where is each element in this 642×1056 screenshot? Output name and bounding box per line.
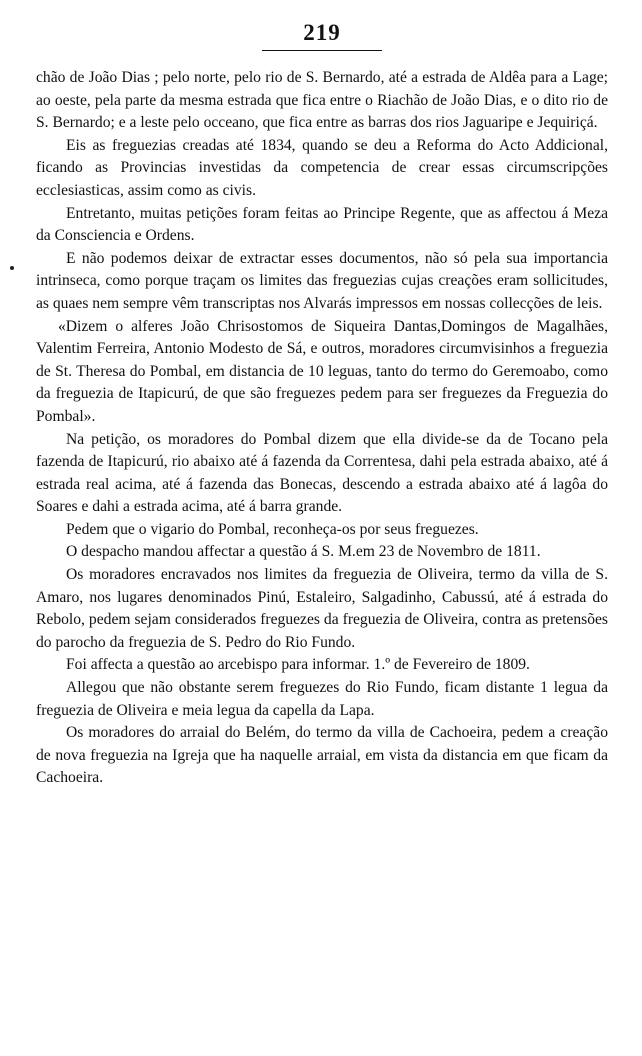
paragraph-belem: Os moradores do arraial do Belém, do termo da villa de Cachoeira, pedem a creação de nova freguezia na Igreja que ha naquelle arraial, em vista da distancia em que ficam da Cachoeira. [36, 724, 608, 787]
body-text [36, 67, 608, 790]
margin-dot [10, 266, 14, 270]
paragraph-freguezias-creadas: Eis as freguezias creadas até 1834, quando se deu a Reforma do Acto Addicional, ficando as Provincias investidas da competencia de crear essas circumscripções ecclesiasticas, assim como as civis. [36, 136, 608, 199]
paragraph-quoted-petition: «Dizem o alferes João Chrisostomos de Siqueira Dantas,Domingos de Magalhães, Valentim Ferreira, Antonio Modesto de Sá, e outros, moradores circumvisinhos a freguezia de St. Theresa do Pombal, em distancia de 10 leguas, tanto do termo do Geremoabo, como da freguezia de Itapicurú, de que são freguezes pedem para ser freguezes da Freguezia do Pombal». [36, 317, 608, 425]
paragraph-allegou: Allegou que não obstante serem freguezes do Rio Fundo, ficam distante 1 legua da freguezia de Oliveira e meia legua da capella da Lapa. [36, 679, 608, 719]
paragraph-documentos: E não podemos deixar de extractar esses documentos, não só pela sua importancia intrinseca, como porque traçam os limites das freguezias cujas creações eram sollicitudes, as quaes nem sempre vêm transcriptas nos Alvarás impressos em nossas collecções de leis. [36, 249, 608, 312]
paragraph-pombal-limits: Na petição, os moradores do Pombal dizem que ella divide-se da de Tocano pela fazenda de Itapicurú, rio abaixo até á fazenda da Correntesa, dahi pela estrada abaixo, até á estrada real acima, até á fazenda das Bonecas, descendo a estrada abaixo até á lagôa do Soares e dahi a estrada acima, até á barra grande. [36, 430, 608, 516]
paragraph-arcebispo: Foi affecta a questão ao arcebispo para informar. 1.º de Fevereiro de 1809. [66, 656, 530, 674]
page-number: 219 [262, 20, 382, 51]
paragraph-despacho: O despacho mandou affectar a questão á S. M.em 23 de Novembro de 1811. [66, 543, 541, 561]
paragraph-peticoes: Entretanto, muitas petições foram feitas ao Principe Regente, que as affectou á Meza da Consciencia e Ordens. [36, 204, 608, 245]
paragraph-pedem-vigario: Pedem que o vigario do Pombal, reconheça-os por seus freguezes. [66, 520, 479, 538]
paragraph-continuation: chão de João Dias ; pelo norte, pelo rio de S. Bernardo, até a estrada de Aldêa para a Lage; ao oeste, pela parte da mesma estrada que fica entre o Riachão de João Dias, e o dito rio de S. Bernardo; e a leste pelo occeano, que fica entre as barras dos rios Jaguaripe e Jequiriçá. [36, 69, 608, 132]
paragraph-oliveira: Os moradores encravados nos limites da freguezia de Oliveira, termo da villa de S. Amaro, nos lugares denominados Pinú, Estaleiro, Salgadinho, Cabussú, até á estrada do Rebolo, pedem sejam considerados freguezes da freguezia de Oliveira, contra as pretensões do parocho da freguezia de S. Pedro do Rio Fundo. [36, 566, 608, 651]
